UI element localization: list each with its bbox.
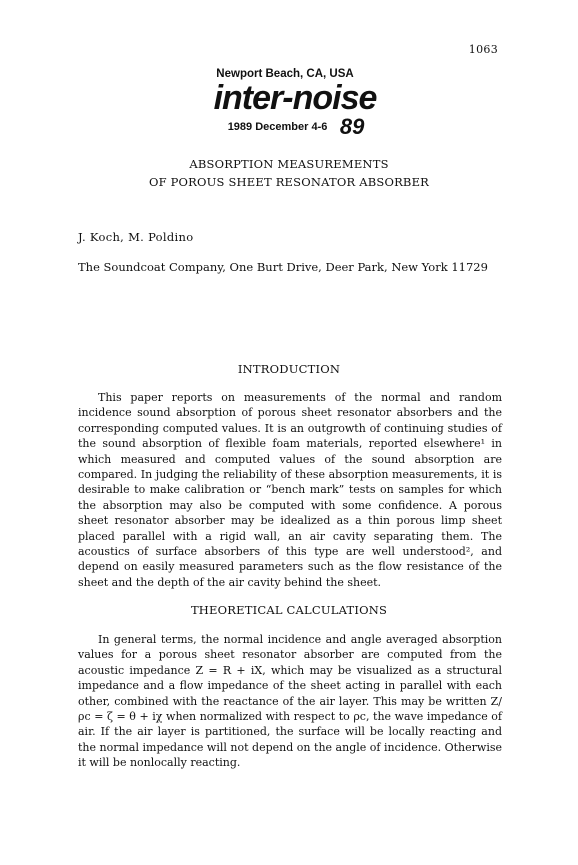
section-body-introduction — [78, 390, 502, 590]
section-heading-theoretical-calculations: THEORETICAL CALCULATIONS — [190, 603, 388, 617]
paper-title — [0, 155, 578, 191]
conference-date-row — [14, 114, 578, 140]
conference-year: 89 — [339, 114, 365, 139]
affiliation: The Soundcoat Company, One Burt Drive, Deer Park, New York 11729 — [78, 260, 488, 274]
title-line-1: ABSORPTION MEASUREMENTS — [189, 157, 389, 171]
section-heading-introduction: INTRODUCTION — [237, 362, 341, 376]
conference-logo — [0, 68, 578, 140]
paragraph-theoretical-calculations: In general terms, the normal incidence and angle averaged absorption values for a porous sheet resonator absorber are computed from the acoustic impedance Z = R + iX, which may be visualized as a structural impedance and a flow impedance of the sheet acting in parallel with each other, combined with the reactance of the air layer. This may be written Z/ρc = ζ = θ + iχ when normalized with respect to ρc, the wave impedance of air. If the air layer is partitioned, the surface will be locally reacting and the normal impedance will not depend on the angle of incidence. Otherwise it will be nonlocally reacting. — [78, 633, 502, 770]
conference-dates: 1989 December 4-6 — [227, 121, 328, 133]
authors: J. Koch, M. Poldino — [78, 230, 194, 244]
section-body-theoretical-calculations — [78, 632, 502, 771]
title-line-2: OF POROUS SHEET RESONATOR ABSORBER — [148, 175, 430, 189]
page-number: 1063 — [468, 43, 498, 56]
conference-location: Newport Beach, CA, USA — [216, 68, 354, 80]
conference-name: inter-noise — [213, 79, 377, 117]
paragraph-introduction: This paper reports on measurements of the normal and random incidence sound absorption of porous sheet resonator absorbers and the corresponding computed values. It is an outgrowth of continuing studies of the sound absorption of flexible foam materials, reported elsewhere¹ in which measured and computed values of the sound absorption are compared. In judging the reliability of these absorption measurements, it is desirable to make calibration or “bench mark” tests on samples for which the absorption may also be computed with some confidence. A porous sheet resonator absorber may be idealized as a thin porous limp sheet placed parallel with a rigid wall, an air cavity separating them. The acoustics of surface absorbers of this type are well understood², and depend on easily measured parameters such as the flow resistance of the sheet and the depth of the air cavity behind the sheet. — [78, 391, 502, 589]
